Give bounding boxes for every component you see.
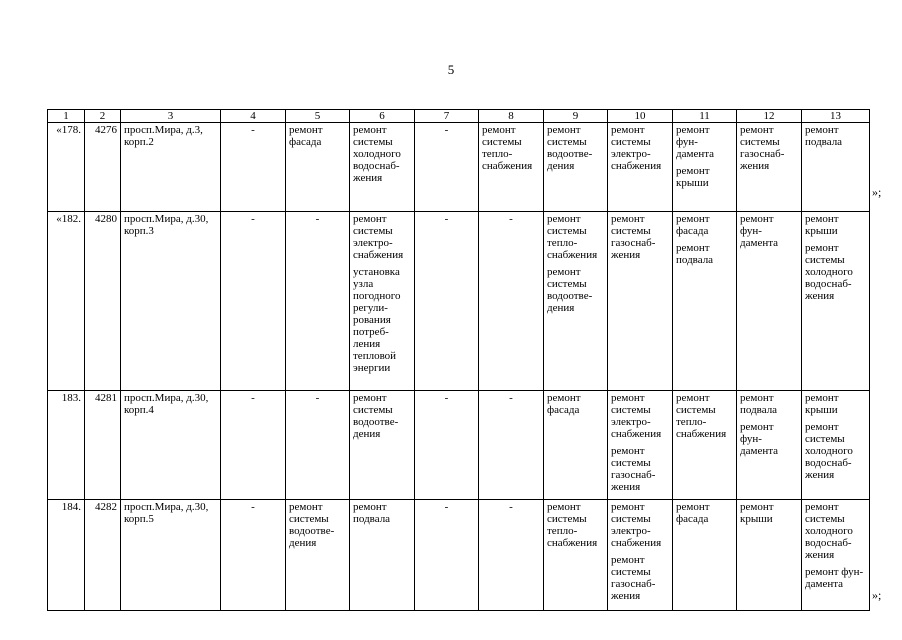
work-cell bbox=[221, 123, 286, 212]
column-header: 9 bbox=[544, 110, 608, 123]
work-item: ремонт фун-дамента bbox=[676, 124, 715, 160]
work-cell bbox=[673, 391, 737, 500]
work-item: ремонт системы электро-снабжения bbox=[611, 392, 662, 440]
row-number-cell: «178. bbox=[48, 123, 85, 212]
work-cell bbox=[221, 212, 286, 391]
work-cell bbox=[802, 123, 870, 212]
address-cell: просп.Мира, д.3, корп.2 bbox=[121, 123, 221, 212]
address-cell: просп.Мира, д.30, корп.5 bbox=[121, 500, 221, 611]
work-item: ремонт системы холодного водоснаб-жения bbox=[805, 242, 853, 302]
work-cell bbox=[286, 123, 350, 212]
work-cell bbox=[802, 212, 870, 391]
table-row bbox=[48, 500, 870, 611]
work-cell bbox=[544, 212, 608, 391]
no-work-dash: - bbox=[444, 501, 449, 513]
work-item: ремонт системы тепло-снабжения bbox=[482, 124, 533, 172]
work-item: ремонт системы холодного водоснаб-жения bbox=[805, 501, 853, 561]
work-item: ремонт системы газоснаб-жения bbox=[740, 124, 785, 172]
no-work-dash: - bbox=[509, 501, 513, 513]
closing-quote-mark: »; bbox=[872, 588, 882, 602]
work-cell bbox=[673, 212, 737, 391]
work-item: ремонт подвала bbox=[740, 392, 778, 416]
column-header: 4 bbox=[221, 110, 286, 123]
work-cell bbox=[737, 123, 802, 212]
no-work-dash: - bbox=[444, 392, 449, 404]
work-item: ремонт системы газоснаб-жения bbox=[611, 445, 656, 493]
work-cell bbox=[350, 500, 415, 611]
building-code-cell: 4280 bbox=[85, 212, 121, 391]
closing-quote-mark: »; bbox=[872, 185, 882, 199]
work-item: ремонт крыши bbox=[805, 213, 839, 237]
work-cell bbox=[479, 212, 544, 391]
no-work-dash: - bbox=[315, 392, 320, 404]
work-cell bbox=[544, 123, 608, 212]
work-cell bbox=[350, 123, 415, 212]
work-cell bbox=[737, 212, 802, 391]
work-cell bbox=[479, 500, 544, 611]
work-item: ремонт крыши bbox=[805, 392, 839, 416]
work-item: ремонт фасада bbox=[547, 392, 581, 416]
work-item: ремонт системы водоотве-дения bbox=[547, 266, 593, 314]
work-item: ремонт системы водоотве-дения bbox=[289, 501, 335, 549]
no-work-dash: - bbox=[315, 213, 320, 225]
work-cell bbox=[802, 500, 870, 611]
work-item: ремонт системы газоснаб-жения bbox=[611, 213, 656, 261]
work-cell bbox=[415, 212, 479, 391]
work-item: ремонт фасада bbox=[676, 501, 710, 525]
work-cell bbox=[608, 391, 673, 500]
work-cell bbox=[221, 391, 286, 500]
row-number-cell: 183. bbox=[48, 391, 85, 500]
work-cell bbox=[415, 391, 479, 500]
no-work-dash: - bbox=[444, 124, 449, 136]
work-cell bbox=[350, 212, 415, 391]
building-code-cell: 4282 bbox=[85, 500, 121, 611]
work-item: ремонт системы тепло-снабжения bbox=[547, 213, 598, 261]
no-work-dash: - bbox=[444, 213, 449, 225]
row-number-cell: 184. bbox=[48, 500, 85, 611]
work-item: ремонт системы электро-снабжения bbox=[611, 501, 662, 549]
work-cell bbox=[608, 212, 673, 391]
work-item: ремонт системы электро-снабжения bbox=[353, 213, 404, 261]
work-cell bbox=[286, 500, 350, 611]
header-row bbox=[48, 110, 870, 123]
work-item: ремонт системы тепло-снабжения bbox=[547, 501, 598, 549]
work-cell bbox=[286, 212, 350, 391]
work-item: ремонт системы тепло-снабжения bbox=[676, 392, 727, 440]
work-item: ремонт фасада bbox=[289, 124, 323, 148]
work-item: ремонт системы газоснаб-жения bbox=[611, 554, 656, 602]
work-item: ремонт системы водоотве-дения bbox=[353, 392, 399, 440]
no-work-dash: - bbox=[251, 392, 255, 404]
column-header: 12 bbox=[737, 110, 802, 123]
column-header: 6 bbox=[350, 110, 415, 123]
work-item: установка узла погодного регули-рования потреб-ления тепловой энергии bbox=[353, 266, 401, 374]
work-cell bbox=[608, 500, 673, 611]
no-work-dash: - bbox=[509, 392, 513, 404]
row-number-cell: «182. bbox=[48, 212, 85, 391]
column-header: 7 bbox=[415, 110, 479, 123]
no-work-dash: - bbox=[251, 501, 255, 513]
work-cell bbox=[221, 500, 286, 611]
work-cell bbox=[673, 123, 737, 212]
repair-schedule-table bbox=[47, 109, 870, 611]
work-item: ремонт фасада bbox=[676, 213, 710, 237]
column-header: 5 bbox=[286, 110, 350, 123]
address-cell: просп.Мира, д.30, корп.4 bbox=[121, 391, 221, 500]
work-cell bbox=[737, 500, 802, 611]
column-header: 11 bbox=[673, 110, 737, 123]
work-item: ремонт подвала bbox=[353, 501, 391, 525]
no-work-dash: - bbox=[251, 213, 255, 225]
work-cell bbox=[737, 391, 802, 500]
work-cell bbox=[479, 391, 544, 500]
column-header: 10 bbox=[608, 110, 673, 123]
work-item: ремонт подвала bbox=[676, 242, 714, 266]
work-cell bbox=[350, 391, 415, 500]
work-cell bbox=[415, 500, 479, 611]
work-item: ремонт крыши bbox=[676, 165, 710, 189]
work-item: ремонт фун-дамента bbox=[740, 421, 779, 457]
column-header: 3 bbox=[121, 110, 221, 123]
table-row bbox=[48, 391, 870, 500]
column-header: 8 bbox=[479, 110, 544, 123]
work-item: ремонт системы холодного водоснаб-жения bbox=[805, 421, 853, 481]
address-cell: просп.Мира, д.30, корп.3 bbox=[121, 212, 221, 391]
work-item: ремонт системы электро-снабжения bbox=[611, 124, 662, 172]
work-cell bbox=[802, 391, 870, 500]
column-header: 1 bbox=[48, 110, 85, 123]
building-code-cell: 4281 bbox=[85, 391, 121, 500]
column-header: 2 bbox=[85, 110, 121, 123]
work-cell bbox=[479, 123, 544, 212]
work-cell bbox=[286, 391, 350, 500]
no-work-dash: - bbox=[251, 124, 255, 136]
work-item: ремонт фун-дамента bbox=[740, 213, 779, 249]
work-cell bbox=[673, 500, 737, 611]
work-item: ремонт системы водоотве-дения bbox=[547, 124, 593, 172]
page-number: 5 bbox=[447, 62, 455, 77]
building-code-cell: 4276 bbox=[85, 123, 121, 212]
work-item: ремонт фун-дамента bbox=[805, 566, 864, 590]
work-cell bbox=[608, 123, 673, 212]
work-item: ремонт крыши bbox=[740, 501, 774, 525]
table-row bbox=[48, 123, 870, 212]
work-cell bbox=[544, 500, 608, 611]
no-work-dash: - bbox=[509, 213, 513, 225]
table-row bbox=[48, 212, 870, 391]
work-cell bbox=[415, 123, 479, 212]
work-item: ремонт подвала bbox=[805, 124, 843, 148]
work-item: ремонт системы холодного водоснаб-жения bbox=[353, 124, 401, 184]
column-header: 13 bbox=[802, 110, 870, 123]
work-cell bbox=[544, 391, 608, 500]
